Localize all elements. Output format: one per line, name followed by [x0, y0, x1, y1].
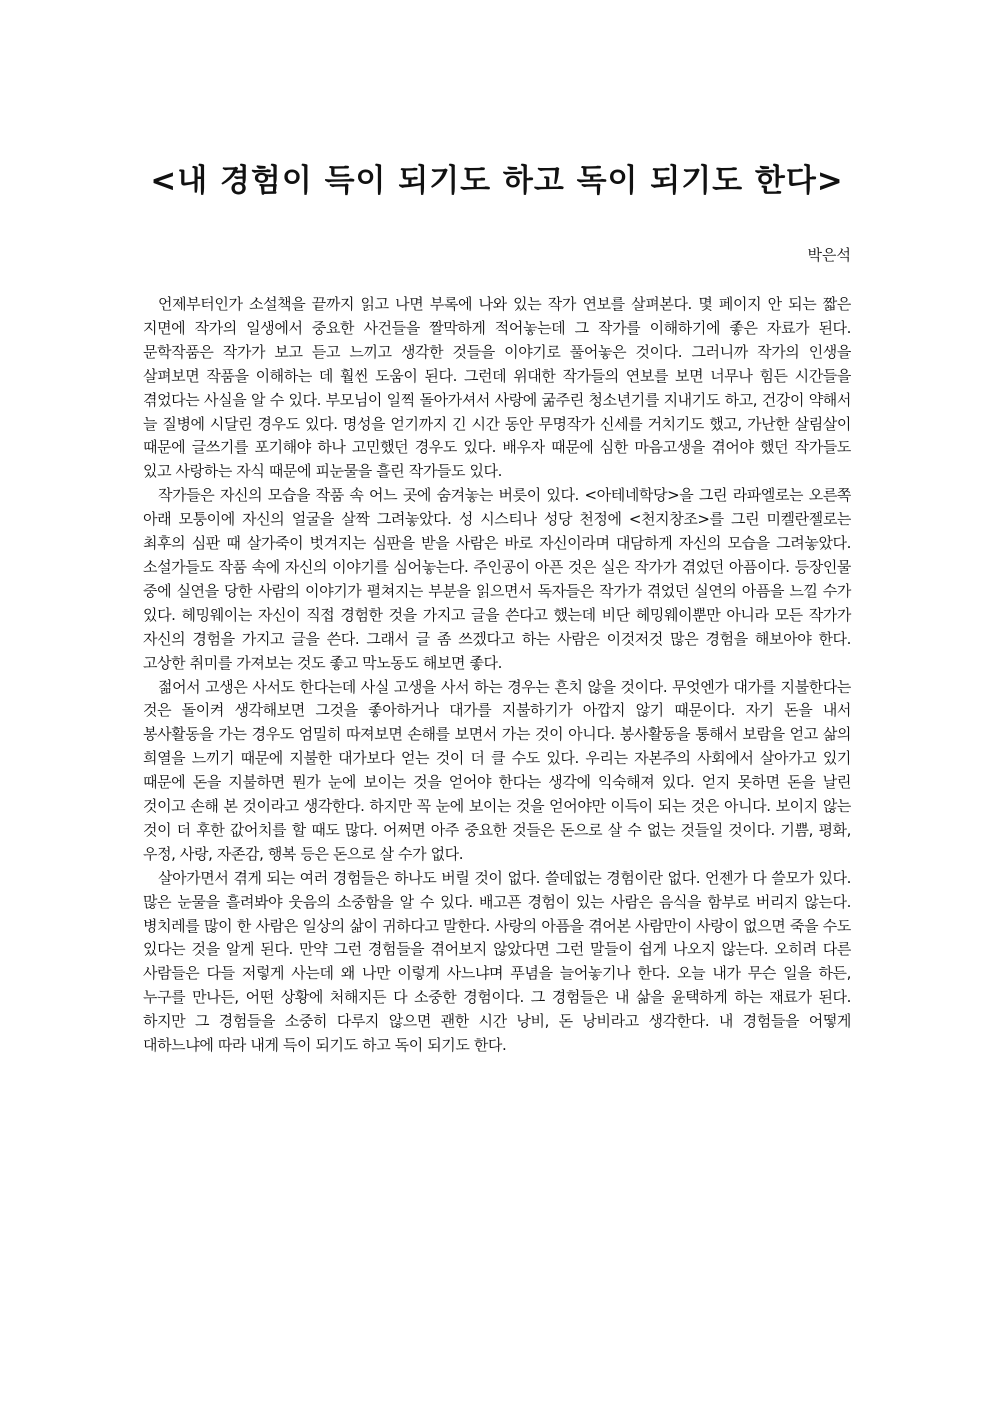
- author-name: 박은석: [807, 246, 851, 264]
- document-title: <내 경험이 득이 되기도 하고 독이 되기도 한다>: [150, 163, 844, 199]
- document-page: [143, 0, 851, 1403]
- body-paragraph: 작가들은 자신의 모습을 작품 속 어느 곳에 숨겨놓는 버릇이 있다. <아테네학당>을 그린 라파엘로는 오른쪽 아래 모퉁이에 자신의 얼굴을 살짝 그려놓았다. 성 시스티나 성당 천정에 <천지창조>를 그린 미켈란젤로는 최후의 심판 때 살가죽이 벗겨지는 심판을 받을 사람은 바로 자신이라며 대담하게 자신의 모습을 그려놓았다. 소설가들도 작품 속에 자신의 이야기를 심어놓는다. 주인공이 아픈 것은 실은 작가가 겪었던 아픔이다. 등장인물 중에 실연을 당한 사람의 이야기가 펼쳐지는 부분을 읽으면서 독자들은 작가가 겪었던 실연의 아픔을 느낄 수가 있다. 헤밍웨이는 자신이 직접 경험한 것을 가지고 글을 쓴다고 했는데 비단 헤밍웨이뿐만 아니라 모든 작가가 자신의 경험을 가지고 글을 쓴다. 그래서 글 좀 쓰겠다고 하는 사람은 이것저것 많은 경험을 해보아야 한다. 고상한 취미를 가져보는 것도 좋고 막노동도 해보면 좋다.: [143, 486, 851, 672]
- body-paragraph: 살아가면서 겪게 되는 여러 경험들은 하나도 버릴 것이 없다. 쓸데없는 경험이란 없다. 언젠가 다 쓸모가 있다. 많은 눈물을 흘려봐야 웃음의 소중함을 알 수 있다. 배고픈 경험이 있는 사람은 음식을 함부로 버리지 않는다. 병치레를 많이 한 사람은 일상의 삶이 귀하다고 말한다. 사랑의 아픔을 겪어본 사람만이 사랑이 없으면 죽을 수도 있다는 것을 알게 된다. 만약 그런 경험들을 겪어보지 않았다면 그런 말들이 쉽게 나오지 않는다. 오히려 다른 사람들은 다들 저렇게 사는데 왜 나만 이렇게 사느냐며 푸념을 늘어놓기나 한다. 오늘 내가 무슨 일을 하든, 누구를 만나든, 어떤 상황에 처해지든 다 소중한 경험이다. 그 경험들은 내 삶을 윤택하게 하는 재료가 된다. 하지만 그 경험들을 소중히 다루지 않으면 괜한 시간 낭비, 돈 낭비라고 생각한다. 내 경험들을 어떻게 대하느냐에 따라 내게 득이 되기도 하고 독이 되기도 한다.: [143, 868, 851, 1055]
- body-paragraph: 젊어서 고생은 사서도 한다는데 사실 고생을 사서 하는 경우는 흔치 않을 것이다. 무엇엔가 대가를 지불한다는 것은 돌이켜 생각해보면 그것을 좋아하거나 대가를 지불하기가 아깝지 않기 때문이다. 자기 돈을 내서 봉사활동을 가는 경우도 엄밀히 따져보면 손해를 보면서 가는 것이 아니다. 봉사활동을 통해서 보람을 얻고 삶의 희열을 느끼기 때문에 지불한 대가보다 얻는 것이 더 클 수도 있다. 우리는 자본주의 사회에서 살아가고 있기 때문에 돈을 지불하면 뭔가 눈에 보이는 것을 얻어야 한다는 생각에 익숙해져 있다. 얻지 못하면 돈을 날린 것이고 손해 본 것이라고 생각한다. 하지만 꼭 눈에 보이는 것을 얻어야만 이득이 되는 것은 아니다. 보이지 않는 것이 더 후한 값어치를 할 때도 많다. 어쩌면 아주 중요한 것들은 돈으로 살 수 없는 것들일 것이다. 기쁨, 평화, 우정, 사랑, 자존감, 행복 등은 돈으로 살 수가 없다.: [143, 677, 851, 863]
- body-paragraph: 언제부터인가 소설책을 끝까지 읽고 나면 부록에 나와 있는 작가 연보를 살펴본다. 몇 페이지 안 되는 짧은 지면에 작가의 일생에서 중요한 사건들을 짤막하게 적어놓는데 그 작가를 이해하기에 좋은 자료가 된다. 문학작품은 작가가 보고 듣고 느끼고 생각한 것들을 이야기로 풀어놓은 것이다. 그러니까 작가의 인생을 살펴보면 작품을 이해하는 데 훨씬 도움이 된다. 그런데 위대한 작가들의 연보를 보면 너무나 힘든 시간들을 겪었다는 사실을 알 수 있다. 부모님이 일찍 돌아가셔서 사랑에 굶주린 청소년기를 지내기도 하고, 건강이 약해서 늘 질병에 시달린 경우도 있다. 명성을 얻기까지 긴 시간 동안 무명작가 신세를 거치기도 했고, 가난한 살림살이 때문에 글쓰기를 포기해야 하나 고민했던 경우도 있다. 배우자 때문에 심한 마음고생을 겪어야 했던 작가들도 있고 사랑하는 자식 때문에 피눈물을 흘린 작가들도 있다.: [143, 295, 851, 481]
- document-body: [143, 293, 851, 1058]
